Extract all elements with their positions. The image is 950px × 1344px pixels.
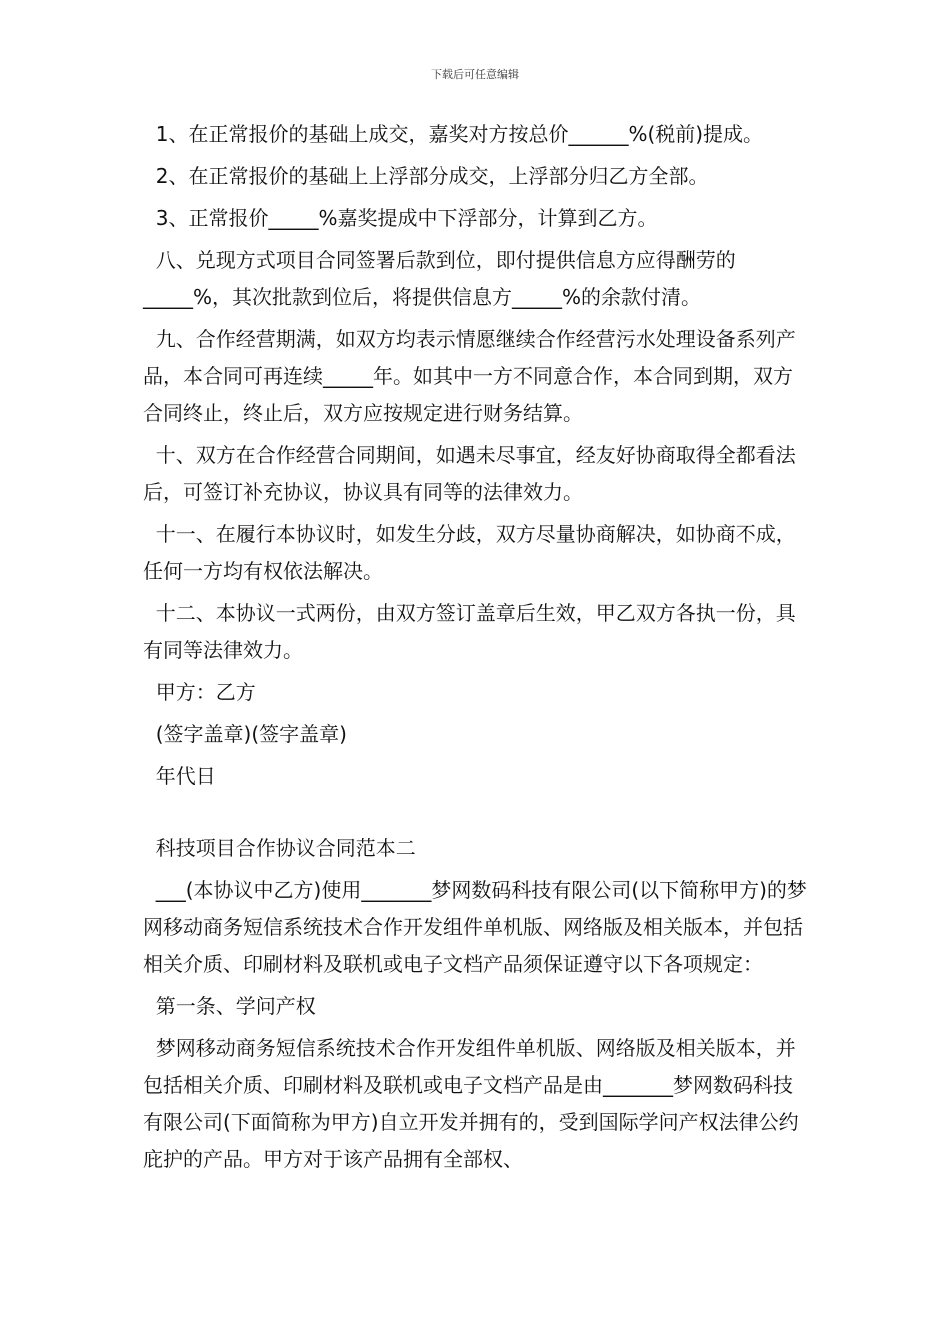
- paragraph-intro: ___(本协议中乙方)使用_______梦网数码科技有限公司(以下简称甲方)的梦网移动商务短信系统技术合作开发组件单机版、网络版及相关版本，并包括相关介质、印刷材料及联机或电子文档产品须保证遵守以下各项规定：: [143, 878, 807, 976]
- paragraph-article-9: 九、合作经营期满，如双方均表示情愿继续合作经营污水处理设备系列产品，本合同可再连续_____年。如其中一方不同意合作，本合同到期，双方合同终止，终止后，双方应按规定进行财务结算。: [143, 327, 796, 425]
- signature-seal: (签字盖章)(签字盖章): [143, 722, 347, 746]
- page-header: 下载后可任意编辑: [431, 68, 519, 81]
- signature-date: 年代日: [143, 764, 216, 788]
- paragraph-article-11: 十一、在履行本协议时，如发生分歧，双方尽量协商解决，如协商不成，任何一方均有权依法解决。: [143, 522, 796, 583]
- paragraph-article-12: 十二、本协议一式两份，由双方签订盖章后生效，甲乙双方各执一份，具有同等法律效力。: [143, 601, 796, 662]
- paragraph-article-10: 十、双方在合作经营合同期间，如遇未尽事宜，经友好协商取得全都看法后，可签订补充协议，协议具有同等的法律效力。: [143, 443, 796, 504]
- article-1-body: 梦网移动商务短信系统技术合作开发组件单机版、网络版及相关版本，并包括相关介质、印刷材料及联机或电子文档产品是由_______梦网数码科技有限公司(下面简称为甲方)自立开发并拥有的，受到国际学问产权法律公约庇护的产品。甲方对于该产品拥有全部权、: [143, 1036, 799, 1171]
- paragraph-clause-3: 3、正常报价_____%嘉奖提成中下浮部分，计算到乙方。: [143, 206, 658, 230]
- section-title: 科技项目合作协议合同范本二: [143, 836, 416, 860]
- paragraph-article-8: 八、兑现方式项目合同签署后款到位，即付提供信息方应得酬劳的_____%，其次批款到位后，将提供信息方_____%的余款付清。: [143, 248, 736, 309]
- article-1-heading: 第一条、学问产权: [143, 994, 316, 1018]
- paragraph-clause-2: 2、在正常报价的基础上上浮部分成交，上浮部分归乙方全部。: [143, 164, 709, 188]
- document-body: [143, 116, 809, 1178]
- signature-parties: 甲方：乙方: [143, 680, 256, 704]
- paragraph-clause-1: 1、在正常报价的基础上成交，嘉奖对方按总价______%(税前)提成。: [143, 122, 764, 146]
